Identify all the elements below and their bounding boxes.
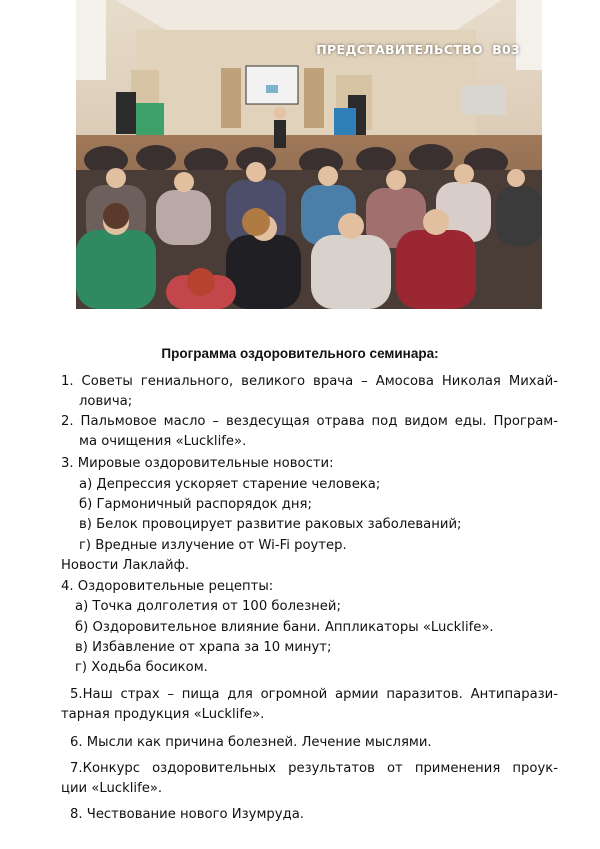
program-item-3d: г) Вредные излучение от Wi-Fi роутер. — [79, 538, 347, 553]
program-item-6: 6. Мысли как причина болезней. Лечение мыслями. — [70, 735, 432, 750]
program-item-4: 4. Оздоровительные рецепты: — [61, 579, 274, 594]
program-item-4a: а) Точка долголетия от 100 болезней; — [75, 599, 341, 614]
program-item-3: 3. Мировые оздоровительные новости: — [61, 456, 334, 471]
program-item-1: 1. Советы гениального, великого врача – Амосова Николая Михай- — [61, 374, 558, 389]
program-item-7-cont: ции «Lucklife». — [61, 781, 163, 796]
program-item-4d: г) Ходьба босиком. — [75, 660, 208, 675]
program-item-2: 2. Пальмовое масло – вездесущая отрава под видом еды. Програм- — [61, 414, 558, 429]
seminar-photo — [76, 0, 542, 309]
program-item-5-cont: тарная продукция «Lucklife». — [61, 707, 265, 722]
program-item-4c: в) Избавление от храпа за 10 минут; — [75, 640, 332, 655]
program-item-2-cont: ма очищения «Lucklife». — [79, 434, 247, 449]
program-item-3a: а) Депрессия ускоряет старение человека; — [79, 477, 381, 492]
program-item-1-cont: ловича; — [79, 394, 133, 409]
program-item-4b: б) Оздоровительное влияние бани. Аппликаторы «Lucklife». — [75, 620, 494, 635]
program-item-5: 5.Наш страх – пища для огромной армии паразитов. Антипарази- — [70, 687, 558, 702]
program-item-8: 8. Чествование нового Изумруда. — [70, 807, 304, 822]
photo-caption: ПРЕДСТАВИТЕЛЬСТВО В03 — [316, 42, 520, 57]
program-item-3b: б) Гармоничный распорядок дня; — [79, 497, 312, 512]
program-item-7: 7.Конкурс оздоровительных результатов от применения проук- — [70, 761, 558, 776]
program-title: Программа оздоровительного семинара: — [161, 346, 439, 361]
program-item-3c: в) Белок провоцирует развитие раковых заболеваний; — [79, 517, 462, 532]
news-line: Новости Лаклайф. — [61, 558, 190, 573]
